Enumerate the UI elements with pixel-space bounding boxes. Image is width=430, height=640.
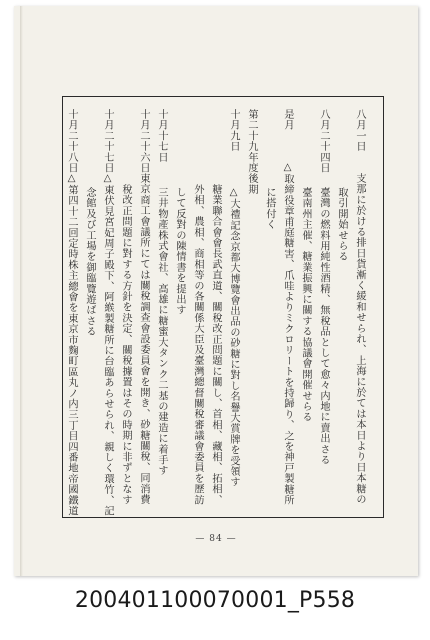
entry-date: 十月二十八日	[66, 109, 77, 174]
entry-text: 三井物產株式會社、高雄に糖蜜大タンク二基の建造に着手す	[156, 187, 167, 476]
entry-text: 支那に於ける排日貨漸く緩和せられ、上海に於ては本日より日本糖の	[354, 173, 365, 505]
entry-text: 臺灣の燃料用純性酒精、無稅品として愈々内地に賣出さる	[318, 187, 329, 466]
scanned-page	[14, 6, 418, 576]
entry-date: 十月十七日	[156, 109, 167, 163]
chronology-entry	[352, 109, 367, 505]
entry-text: △大禮記念京都大博覽會出品の砂糖に對し名譽大賞牌を受領す	[228, 187, 239, 488]
entry-text: △取締役章甫庭糖害、爪哇よりミクロリートを持歸り、之を神戸製糖所	[282, 161, 293, 505]
entry-text: 取引開始せらる	[336, 187, 347, 262]
chronology-entry	[280, 109, 295, 505]
entry-date: 是月	[282, 109, 293, 131]
entry-date	[190, 109, 205, 184]
image-caption: 200401100070001_P558	[74, 588, 356, 613]
entry-date: 十月二十六日	[138, 109, 149, 174]
text-frame	[62, 96, 384, 518]
entry-date	[298, 109, 313, 187]
entry-date: 十月九日	[228, 109, 239, 152]
chronology-entry	[82, 109, 97, 505]
chronology-entry	[100, 109, 115, 517]
chronology-entry	[154, 109, 169, 505]
entry-text: 東京商工會議所にては關稅調查會設委員會を開き、砂糖關稅、同消費	[138, 173, 149, 505]
entry-date: 八月一日	[354, 109, 365, 152]
entry-text: 臺南州主催、糖業振興に關する協議會開催せらる	[300, 187, 311, 423]
page-number: — 84 —	[195, 534, 237, 544]
entry-text: して反對の陳情書を提出す	[174, 187, 185, 316]
chronology-entry	[262, 109, 277, 505]
entry-text: 糖業聯合會會長武直道、關稅改正問題に關し、首相、藏相、拓相、	[210, 184, 221, 505]
chronology-entry	[208, 109, 223, 505]
entry-date	[82, 109, 97, 187]
chronology-entry	[334, 109, 349, 505]
entry-date: 八月二十四日	[318, 109, 329, 174]
entry-date	[208, 109, 223, 184]
entry-date: 十月二十七日	[102, 109, 113, 174]
chronology-columns	[64, 109, 367, 517]
chronology-entry	[190, 109, 205, 505]
chronology-entry	[64, 109, 79, 517]
chronology-entry	[226, 109, 241, 505]
chronology-entry	[118, 109, 133, 505]
entry-text: 外相、農相、商相等の各關係大臣及臺灣總督關稅審議會委員を歷訪	[192, 184, 203, 505]
entry-text: △東伏見宮妃周子殿下、阿緱製糖所に台臨あらせられ、親しく環竹、記	[102, 173, 113, 517]
entry-text: に搭付く	[264, 187, 275, 230]
chronology-entry	[136, 109, 151, 505]
entry-text: 稅改正問題に對する方針を決定、關稅據置はその時期に非ずとなす	[120, 184, 131, 505]
entry-date	[262, 109, 277, 187]
chronology-entry	[316, 109, 331, 505]
entry-text: 念館及び工場を御臨覽遊ばさる	[84, 187, 95, 337]
chronology-entry	[298, 109, 313, 505]
entry-date	[118, 109, 133, 184]
chronology-entry	[244, 109, 259, 505]
chronology-entry	[172, 109, 187, 505]
entry-text: △第四十二回定時株主總會を東京市麴町區丸ノ内三丁目四番地帝國鐵道	[66, 173, 77, 517]
binding-edge	[20, 6, 23, 576]
entry-date	[334, 109, 349, 187]
entry-date: 第二十九年度後期	[246, 109, 257, 195]
entry-date	[172, 109, 187, 187]
